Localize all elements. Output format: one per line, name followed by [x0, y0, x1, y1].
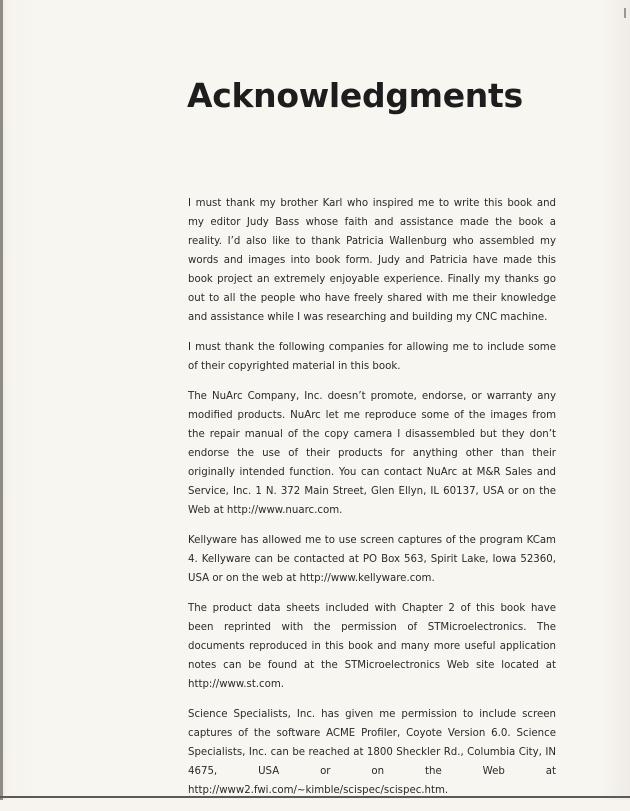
paragraph-science-specialists: Science Specialists, Inc. has given me permission to include screen captures of the software ACME Profiler, Coyote Version 6.0. Science Specialists, Inc. can be reached at 1800 Sheckler Rd., Columbia City, IN 4675, USA or on the Web at http://www2.fwi.com/~kimble/scispec/scispec.htm. [188, 709, 556, 796]
page-left-edge-shadow [0, 0, 3, 800]
paragraph-kellyware: Kellyware has allowed me to use screen captures of the program KCam 4. Kellyware can be contacted at PO Box 563, Spirit Lake, Iowa 52360, USA or on the web at http://www.kellyware.com. [188, 535, 556, 584]
scan-corner-mark [624, 8, 626, 18]
page-bottom-edge [0, 796, 630, 798]
paragraph-thanks-companies: I must thank the following companies for allowing me to include some of their copyrighted material in this book. [188, 342, 556, 372]
paragraph-nuarc: The NuArc Company, Inc. doesn’t promote, endorse, or warranty any modified products. NuArc let me reproduce some of the images from the repair manual of the copy camera I disassembled but they don’t endorse the use of their products for anything other than their originally intended function. You can contact NuArc at M&R Sales and Service, Inc. 1 N. 372 Main Street, Glen Ellyn, IL 60137, USA or on the Web at http://www.nuarc.com. [188, 391, 556, 516]
body-text [188, 194, 556, 811]
paragraph-thanks-people: I must thank my brother Karl who inspired me to write this book and my editor Judy Bass whose faith and assistance made the book a reality. I’d also like to thank Patricia Wallenburg who assembled my words and images into book form. Judy and Patricia have made this book project an extremely enjoyable experience. Finally my thanks go out to all the people who have freely shared with me their knowledge and assistance while I was researching and building my CNC machine. [188, 198, 556, 323]
paragraph-stmicroelectronics: The product data sheets included with Chapter 2 of this book have been reprinted with the permission of STMicroelectronics. The documents reproduced in this book and many more useful application notes can be found at the STMicroelectronics Web site located at http://www.st.com. [188, 603, 556, 690]
page-title: Acknowledgments [187, 76, 523, 115]
